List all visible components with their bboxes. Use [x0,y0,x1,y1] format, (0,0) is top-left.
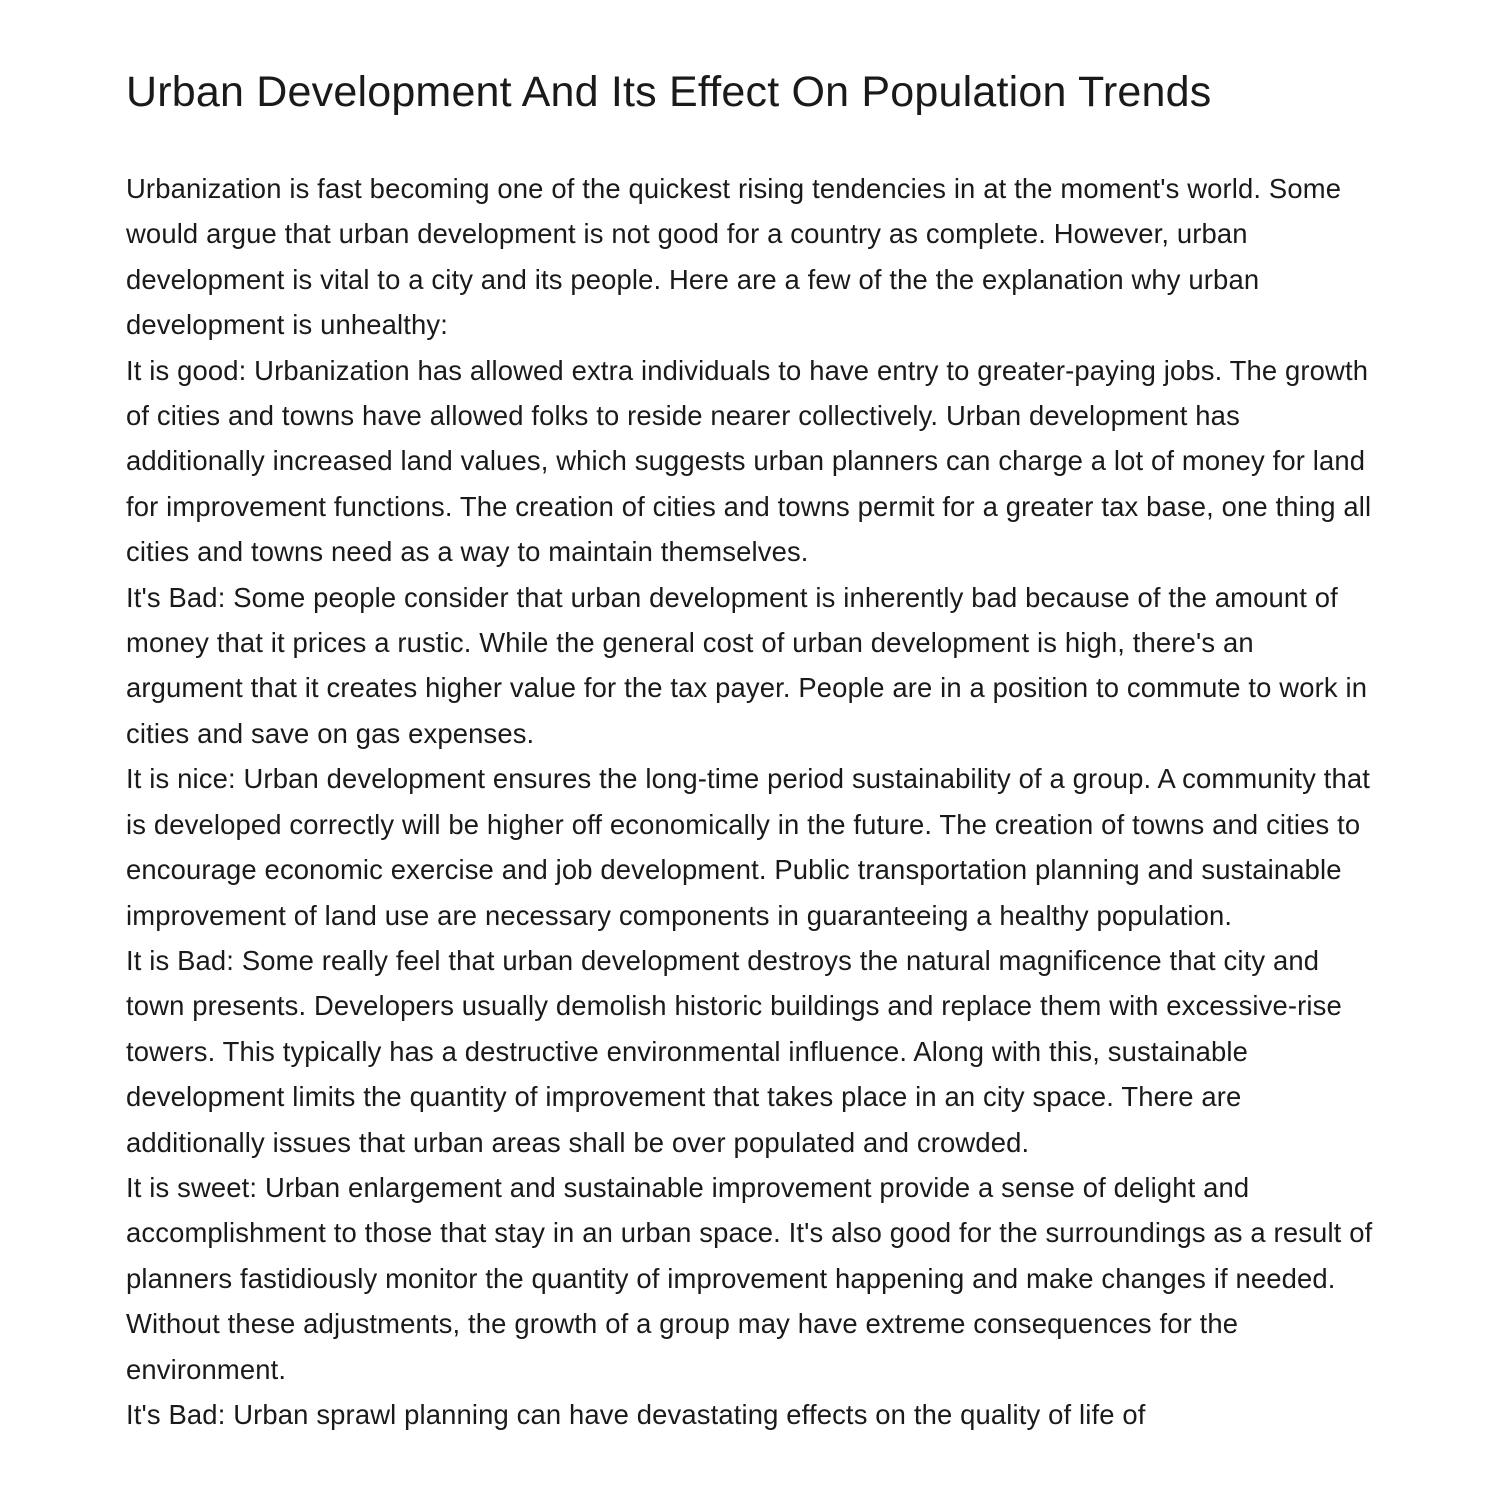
document-title: Urban Development And Its Effect On Population Trends [126,68,1212,116]
paragraph-it-is-nice: It is nice: Urban development ensures the long-time period sustainability of a group. A community that is developed correctly will be higher off economically in the future. The creation of towns and cities to encourage economic exercise and job development. Public transportation planning and sustainable improvement of land use are necessary components in guaranteeing a healthy population. [126,763,1370,931]
paragraph-it-is-bad: It is Bad: Some really feel that urban development destroys the natural magnificence that city and town presents. Developers usually demolish historic buildings and replace them with excessive-rise towers. This typically has a destructive environmental influence. Along with this, sustainable development limits the quantity of improvement that takes place in an city space. There are additionally issues that urban areas shall be over populated and crowded. [126,944,1342,1158]
document-body [126,166,1378,1437]
paragraph-its-bad: It's Bad: Some people consider that urban development is inherently bad because of the amount of money that it prices a rustic. While the general cost of urban development is high, there's an argument that it creates higher value for the tax payer. People are in a position to commute to work in cities and save on gas expenses. [126,581,1368,749]
paragraph-urban-sprawl: It's Bad: Urban sprawl planning can have devastating effects on the quality of life of [126,1398,1146,1430]
paragraph-it-is-good: It is good: Urbanization has allowed extra individuals to have entry to greater-paying jobs. The growth of cities and towns have allowed folks to reside nearer collectively. Urban development has additionally increased land values, which suggests urban planners can charge a lot of money for land for improvement functions. The creation of cities and towns permit for a greater tax base, one thing all cities and towns need as a way to maintain themselves. [126,354,1372,568]
paragraph-it-is-sweet: It is sweet: Urban enlargement and sustainable improvement provide a sense of delight and accomplishment to those that stay in an urban space. It's also good for the surroundings as a result of planners fastidiously monitor the quantity of improvement happening and make changes if needed. Without these adjustments, the growth of a group may have extreme consequences for the environment. [126,1171,1373,1385]
paragraph-intro: Urbanization is fast becoming one of the quickest rising tendencies in at the moment's world. Some would argue that urban development is not good for a country as complete. However, urban development is vital to a city and its people. Here are a few of the the explanation why urban development is unhealthy: [126,173,1342,341]
